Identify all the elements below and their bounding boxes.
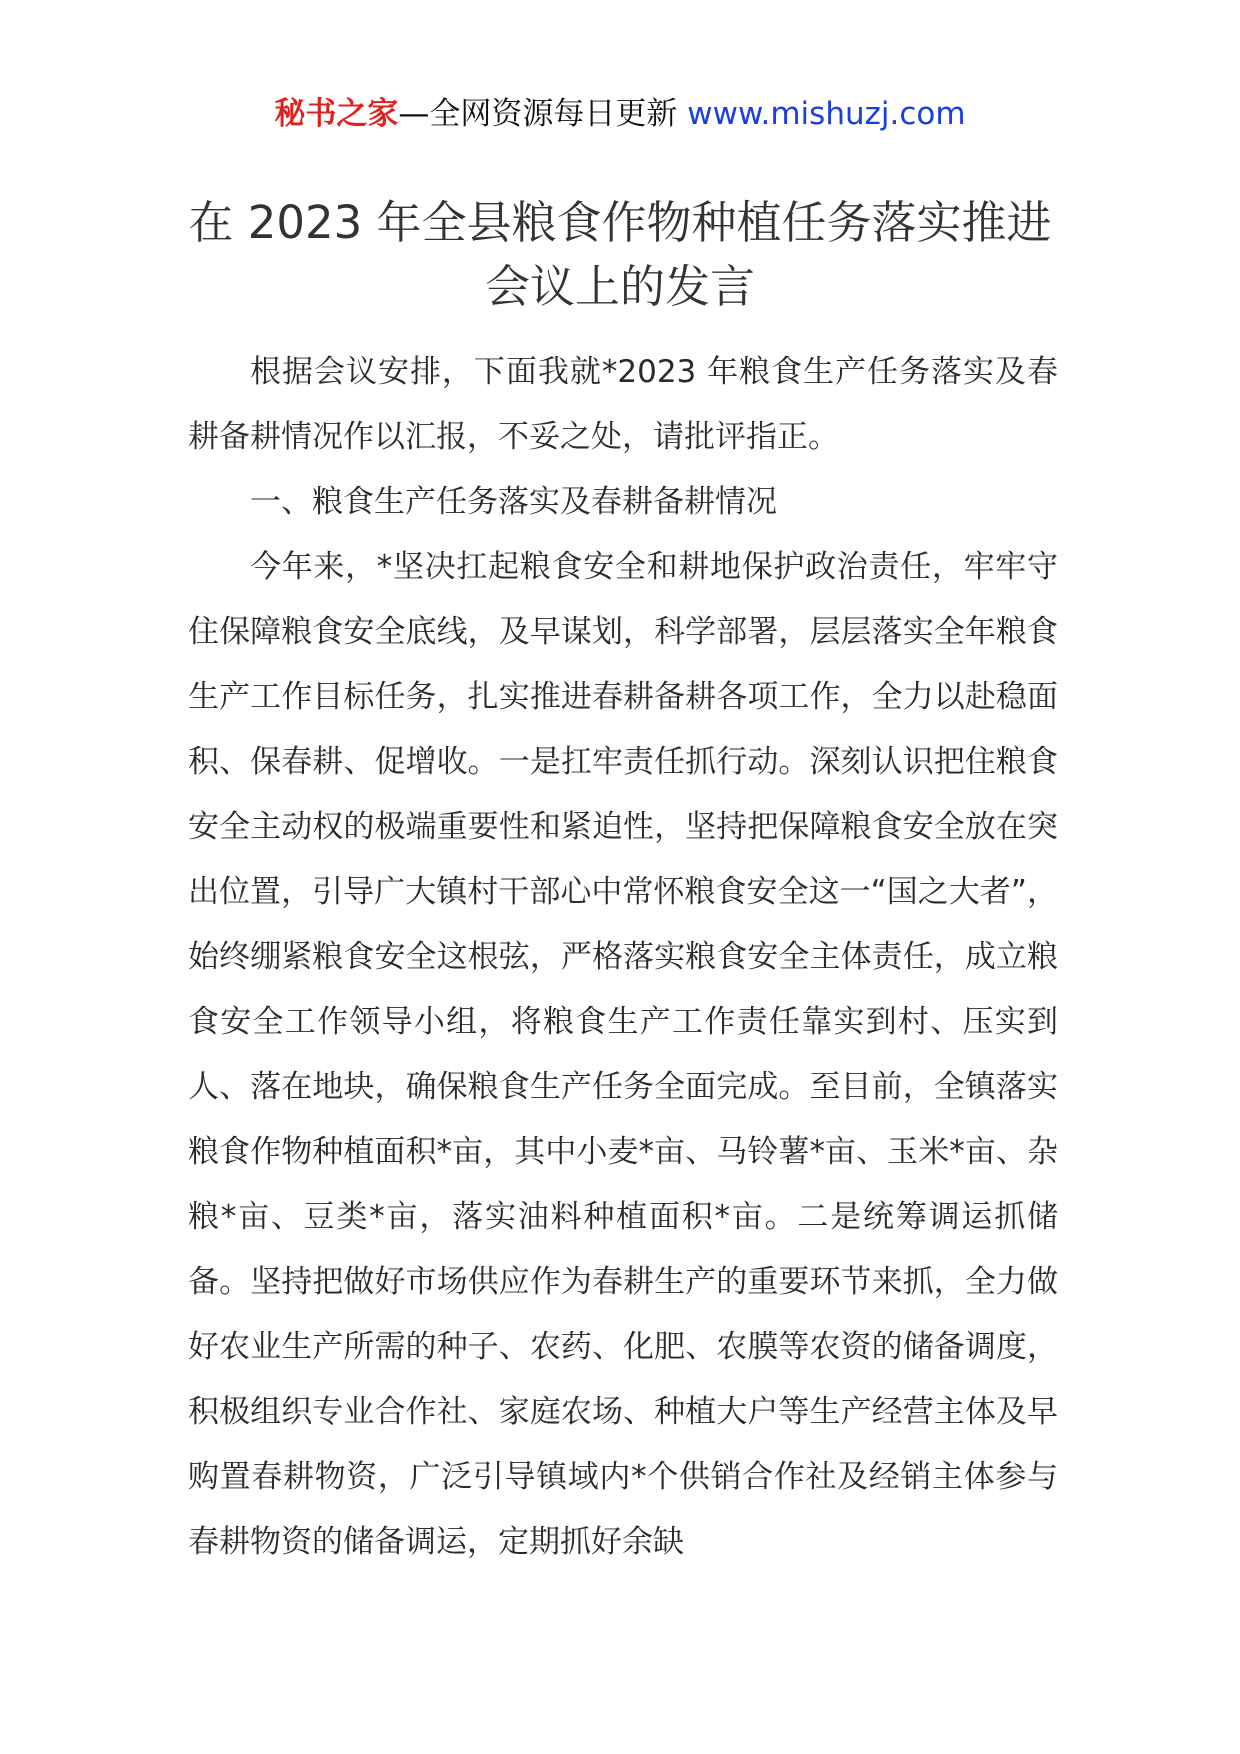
brand-name: 秘书之家: [274, 96, 399, 132]
site-url-link[interactable]: www.mishuzj.com: [687, 96, 966, 132]
document-body: [188, 340, 1058, 1575]
section-heading: 一、粮食生产任务落实及春耕备耕情况: [250, 484, 777, 520]
banner-slogan: —全网资源每日更新: [398, 96, 688, 132]
site-banner: [0, 92, 1240, 136]
document-title: 在 2023 年全县粮食作物种植任务落实推进会议上的发言: [188, 196, 1052, 313]
paragraph-body: 今年来，*坚决扛起粮食安全和耕地保护政治责任，牢牢守住保障粮食安全底线，及早谋划，科学部署，层层落实全年粮食生产工作目标任务，扎实推进春耕备耕各项工作，全力以赴稳面积、保春耕、促增收。一是扛牢责任抓行动。深刻认识把住粮食安全主动权的极端重要性和紧迫性，坚持把保障粮食安全放在突出位置，引导广大镇村干部心中常怀粮食安全这一“国之大者”，始终绷紧粮食安全这根弦，严格落实粮食安全主体责任，成立粮食安全工作领导小组，将粮食生产工作责任靠实到村、压实到人、落在地块，确保粮食生产任务全面完成。至目前，全镇落实粮食作物种植面积*亩，其中小麦*亩、马铃薯*亩、玉米*亩、杂粮*亩、豆类*亩，落实油料种植面积*亩。二是统筹调运抓储备。坚持把做好市场供应作为春耕生产的重要环节来抓，全力做好农业生产所需的种子、农药、化肥、农膜等农资的储备调度，积极组织专业合作社、家庭农场、种植大户等生产经营主体及早购置春耕物资，广泛引导镇域内*个供销合作社及经销主体参与春耕物资的储备调运，定期抓好余缺: [188, 549, 1058, 1560]
paragraph-intro: 根据会议安排，下面我就*2023 年粮食生产任务落实及春耕备耕情况作以汇报，不妥之处，请批评指正。: [188, 354, 1058, 455]
